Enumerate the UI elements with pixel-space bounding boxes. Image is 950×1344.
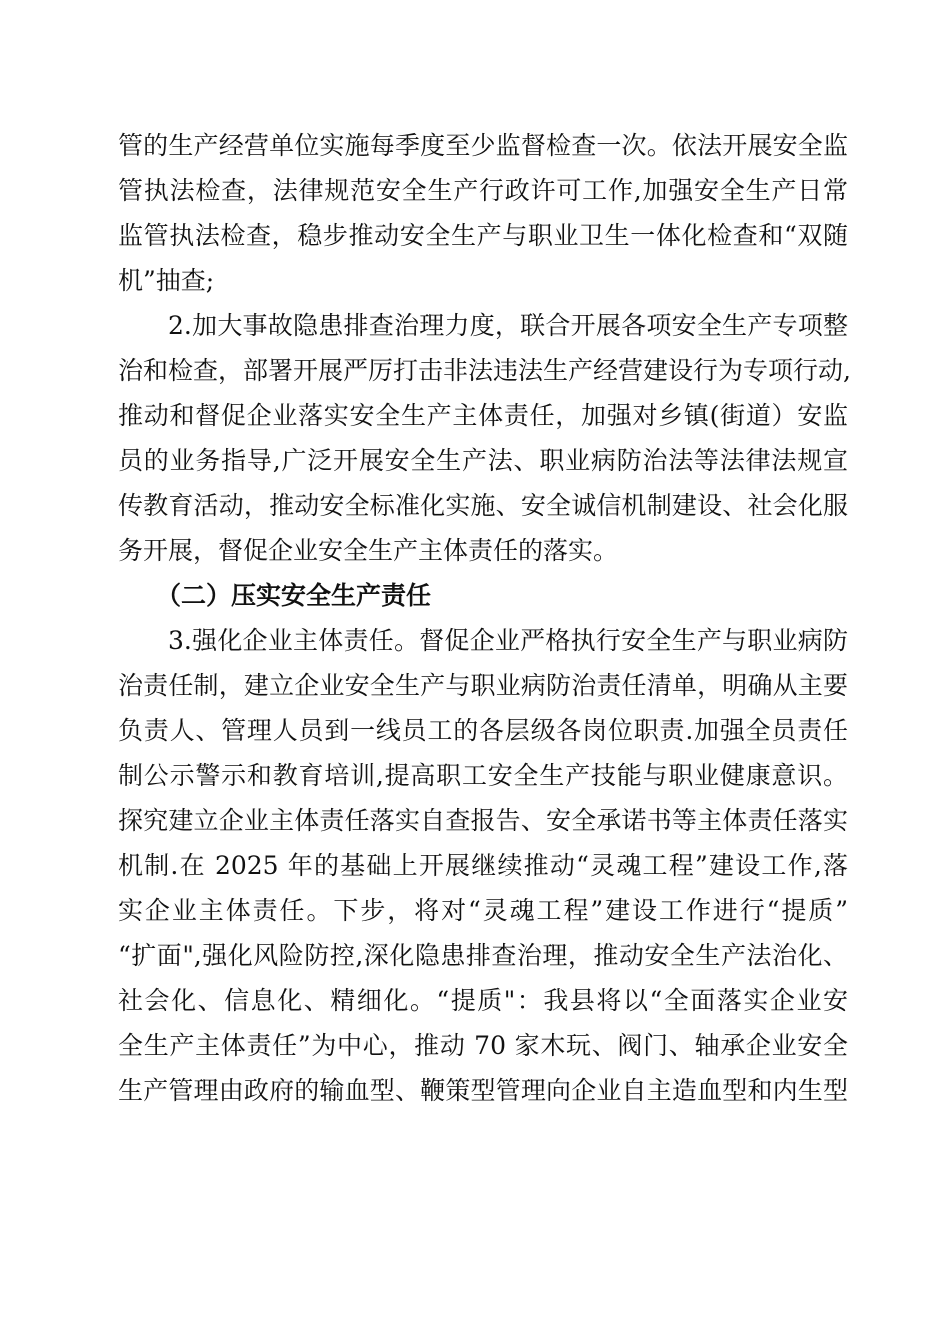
text-line: 生产管理由政府的输血型、鞭策型管理向企业自主造血型和内生型 [118, 1076, 848, 1105]
text-line: 管执法检查，法律规范安全生产行政许可工作,加强安全生产日常 [118, 176, 848, 205]
text-line: 监管执法检查，稳步推动安全生产与职业卫生一体化检查和“双随 [118, 221, 848, 250]
text-line: 2.加大事故隐患排查治理力度，联合开展各项安全生产专项整 [168, 311, 848, 340]
text-line: “扩面",强化风险防控,深化隐患排查治理，推动安全生产法治化、 [118, 941, 848, 970]
text-line: 实企业主体责任。下步，将对“灵魂工程”建设工作进行“提质” [118, 896, 848, 925]
text-line: 3.强化企业主体责任。督促企业严格执行安全生产与职业病防 [168, 626, 848, 655]
section-heading: （二）压实安全生产责任 [156, 581, 432, 610]
text-line: 治和检查，部署开展严厉打击非法违法生产经营建设行为专项行动, [118, 356, 851, 385]
text-line: 机”抽查; [118, 266, 215, 295]
text-line: 探究建立企业主体责任落实自查报告、安全承诺书等主体责任落实 [118, 806, 848, 835]
text-line: 员的业务指导,广泛开展安全生产法、职业病防治法等法律法规宣 [118, 446, 848, 475]
text-line: 治责任制，建立企业安全生产与职业病防治责任清单，明确从主要 [118, 671, 848, 700]
text-line: 全生产主体责任”为中心，推动 70 家木玩、阀门、轴承企业安全 [118, 1031, 848, 1060]
text-line: 传教育活动，推动安全标准化实施、安全诚信机制建设、社会化服 [118, 491, 848, 520]
text-line: 务开展，督促企业安全生产主体责任的落实。 [118, 536, 619, 565]
text-line: 机制.在 2025 年的基础上开展继续推动“灵魂工程”建设工作,落 [118, 851, 848, 880]
text-line: 负责人、管理人员到一线员工的各层级各岗位职责.加强全员责任 [118, 716, 848, 745]
text-line: 制公示警示和教育培训,提高职工安全生产技能与职业健康意识。 [118, 761, 848, 790]
text-line: 社会化、信息化、精细化。“提质"：我县将以“全面落实企业安 [118, 986, 848, 1015]
text-line: 推动和督促企业落实安全生产主体责任，加强对乡镇(街道）安监 [118, 401, 848, 430]
text-line: 管的生产经营单位实施每季度至少监督检查一次。依法开展安全监 [118, 131, 848, 160]
